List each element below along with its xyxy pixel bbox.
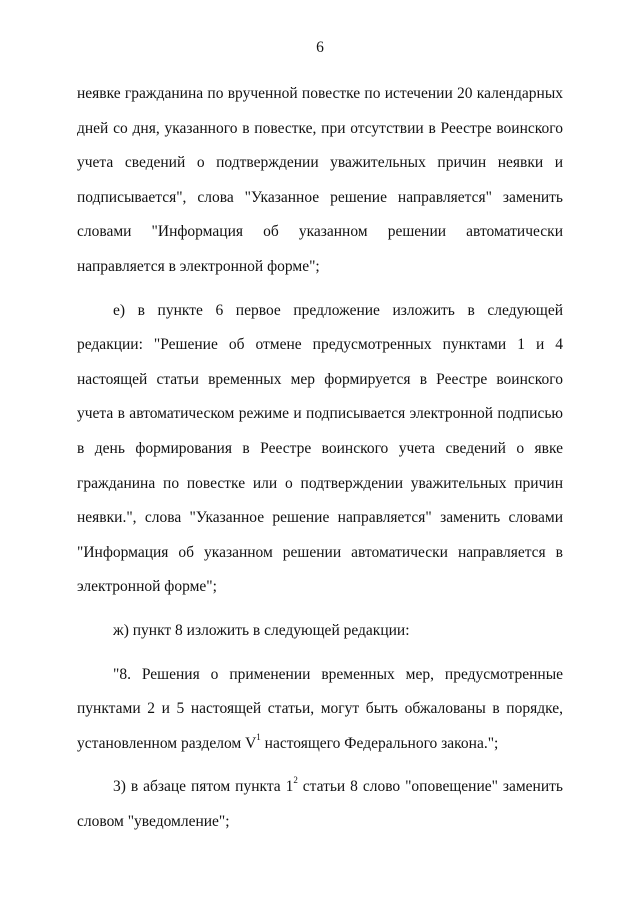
document-body xyxy=(77,77,563,839)
paragraph-item-zh: ж) пункт 8 изложить в следующей редакции: xyxy=(113,621,410,639)
paragraph-item-3 xyxy=(77,770,563,839)
paragraph-item-8-text: "8. Решения о применении временных мер, предусмотренные пунктами 2 и 5 настоящей статьи, могут быть обжалованы в порядке, установленном разделом V xyxy=(77,665,563,752)
paragraph-item-3-ending: статьи 8 слово "оповещение" заменить словом "уведомление"; xyxy=(77,778,563,830)
page-number: 6 xyxy=(316,39,324,56)
section-superscript: 1 xyxy=(256,731,261,742)
point-superscript: 2 xyxy=(293,775,298,786)
paragraph-item-3-text: 3) в абзаце пятом пункта 1 xyxy=(113,778,294,796)
paragraph-continuation: неявке гражданина по врученной повестке по истечении 20 календарных дней со дня, указанного в повестке, при отсутствии в Реестре воинского учета сведений о подтверждении уважительных причин неявки и подписывается", слова "Указанное решение направляется" заменить словами "Информация об указанном решении автоматически направляется в электронной форме"; xyxy=(77,85,563,275)
paragraph-item-8-ending: настоящего Федерального закона."; xyxy=(260,734,499,752)
paragraph-item-e: е) в пункте 6 первое предложение изложить в следующей редакции: "Решение об отмене предусмотренных пунктами 1 и 4 настоящей статьи временных мер формируется в Реестре воинского учета в автоматическом режиме и подписывается электронной подписью в день формирования в Реестре воинского учета сведений о явке гражданина по повестке или о подтверждении уважительных причин неявки.", слова "Указанное решение направляется" заменить словами "Информация об указанном решении автоматически направляется в электронной форме"; xyxy=(77,301,563,596)
paragraph-item-8 xyxy=(77,658,563,762)
